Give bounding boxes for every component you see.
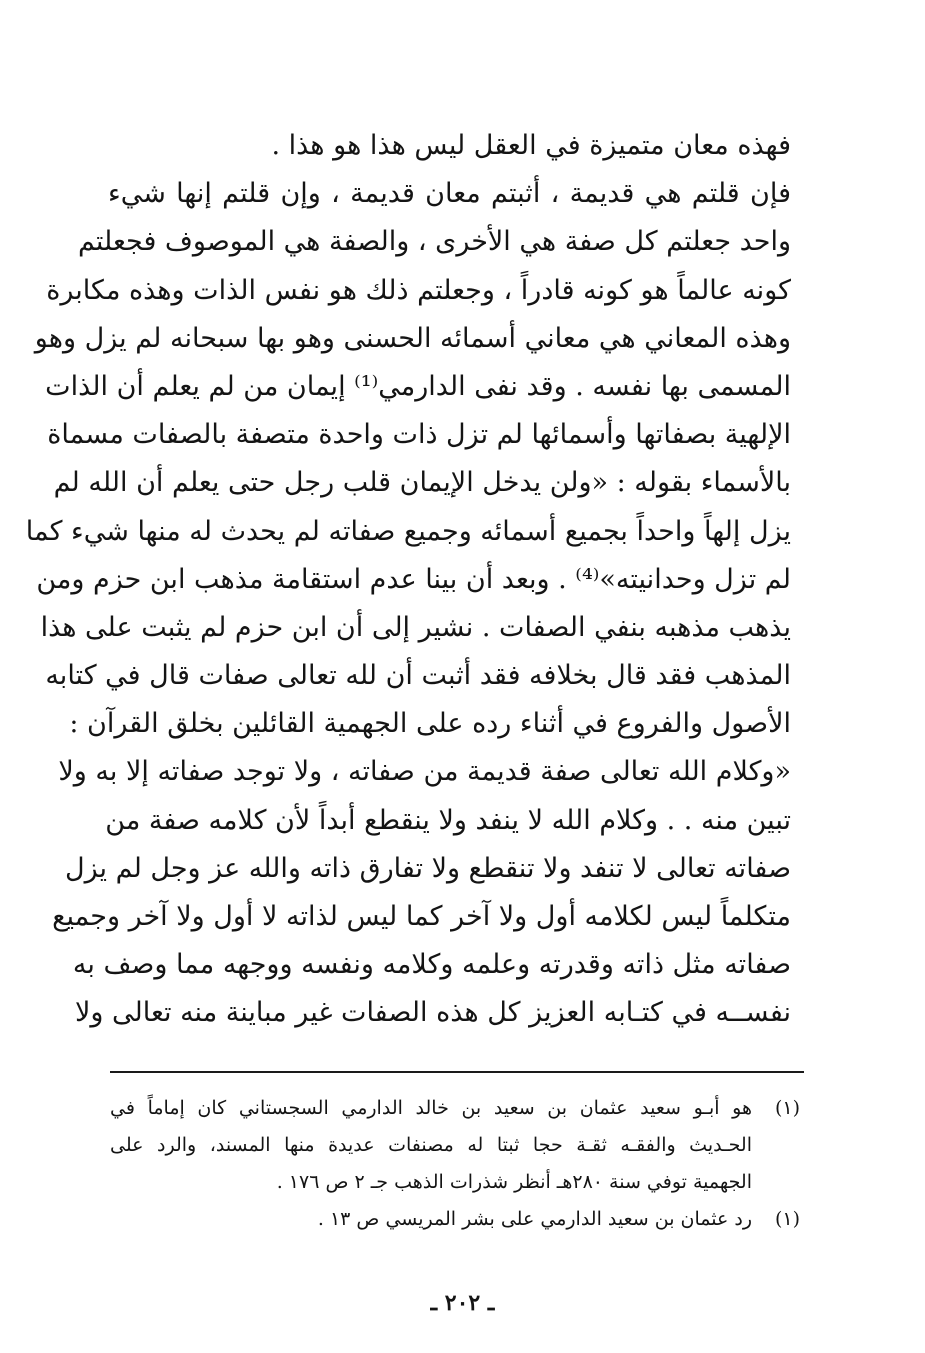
text-line: بالأسماء بقوله : «ولن يدخل الإيمان قلب رجل حتى يعلم أن الله لم bbox=[53, 467, 791, 499]
footnote-line: الحـديث والفقـه ثقـة حجا ثبتا له مصنفات عديدة منها المسند، والرد على bbox=[110, 1134, 752, 1156]
footnote-line: رد عثمان بن سعيد الدارمي على بشر المريسي ص ١٣ . bbox=[317, 1208, 752, 1230]
footnote-text bbox=[110, 1090, 752, 1201]
text-line: يزل إلهاً واحداً بجميع أسمائه وجميع صفاته لم يحدث له منها شيء كما bbox=[25, 515, 791, 547]
text-line: صفاته مثل ذاته وقدرته وعلمه وكلامه ونفسه ووجهه مما وصف به bbox=[72, 949, 791, 981]
text-line: تبين منه . . وكلام الله لا ينفد ولا ينقطع أبداً لأن كلامه صفة من bbox=[105, 804, 791, 836]
text-line: «وكلام الله تعالى صفة قديمة من صفاته ، ولا توجد صفاته إلا به ولا bbox=[58, 756, 791, 788]
page-number: ـ ٢٠٢ ـ bbox=[430, 1290, 495, 1316]
text-line: كونه عالماً هو كونه قادراً ، وجعلتم ذلك هو نفس الذات وهذه مكابرة bbox=[46, 274, 791, 306]
text-line: الإلهية بصفاتها وأسمائها لم تزل ذات واحدة متصفة بالصفات مسماة bbox=[47, 419, 791, 451]
footnotes bbox=[110, 1090, 800, 1238]
footnote-line: الجهمية توفي سنة ٢٨٠هـ أنظر شذرات الذهب جـ ٢ ص ١٧٦ . bbox=[276, 1171, 752, 1193]
text-line: متكلماً ليس لكلامه أول ولا آخر كما ليس لذاته لا أول ولا آخر وجميع bbox=[52, 901, 791, 932]
text-line: لم تزل وحدانيته»⁽⁴⁾ . وبعد أن بينا عدم استقامة مذهب ابن حزم ومن bbox=[36, 563, 791, 595]
text-line: فإن قلتم هي قديمة ، أثبتم معان قديمة ، وإن قلتم إنها شيء bbox=[108, 178, 791, 210]
text-line: المسمى بها نفسه . وقد نفى الدارمي⁽¹⁾ إيمان من لم يعلم أن الذات bbox=[45, 370, 791, 402]
main-text bbox=[25, 122, 791, 1038]
footnote-separator bbox=[110, 1071, 804, 1073]
text-line: يذهب مذهبه بنفي الصفات . نشير إلى أن ابن حزم لم يثبت على هذا bbox=[40, 611, 791, 643]
footnote-number: (١) bbox=[774, 1097, 800, 1119]
footnote-2 bbox=[110, 1201, 800, 1238]
footnote-number: (١) bbox=[774, 1208, 800, 1230]
footnote-line: هو أبـو سعيد عثمان بن سعيد بن خالد الدارمي السجستاني كان إماماً في bbox=[110, 1097, 752, 1119]
footnote-1 bbox=[110, 1090, 800, 1201]
text-line: فهذه معان متميزة في العقل ليس هذا هو هذا . bbox=[271, 130, 791, 161]
text-line: واحد جعلتم كل صفة هي الأخرى ، والصفة هي الموصوف فجعلتم bbox=[77, 226, 791, 258]
text-line: نفســه في كتـابه العزيز كل هذه الصفات غير مباينة منه تعالى ولا bbox=[74, 997, 791, 1029]
text-line: الأصول والفروع في أثناء رده على الجهمية القائلين بخلق القرآن : bbox=[69, 708, 791, 740]
text-line: المذهب فقد قال بخلافه فقد أثبت أن لله تعالى صفات قال في كتابه bbox=[45, 660, 791, 692]
footnote-text bbox=[110, 1201, 752, 1238]
text-line: وهذه المعاني هي معاني أسمائه الحسنى وهو بها سبحانه لم يزل وهو bbox=[34, 322, 791, 354]
text-line: صفاته تعالى لا تنفد ولا تنقطع ولا تفارق ذاته والله عز وجل لم يزل bbox=[65, 852, 791, 884]
